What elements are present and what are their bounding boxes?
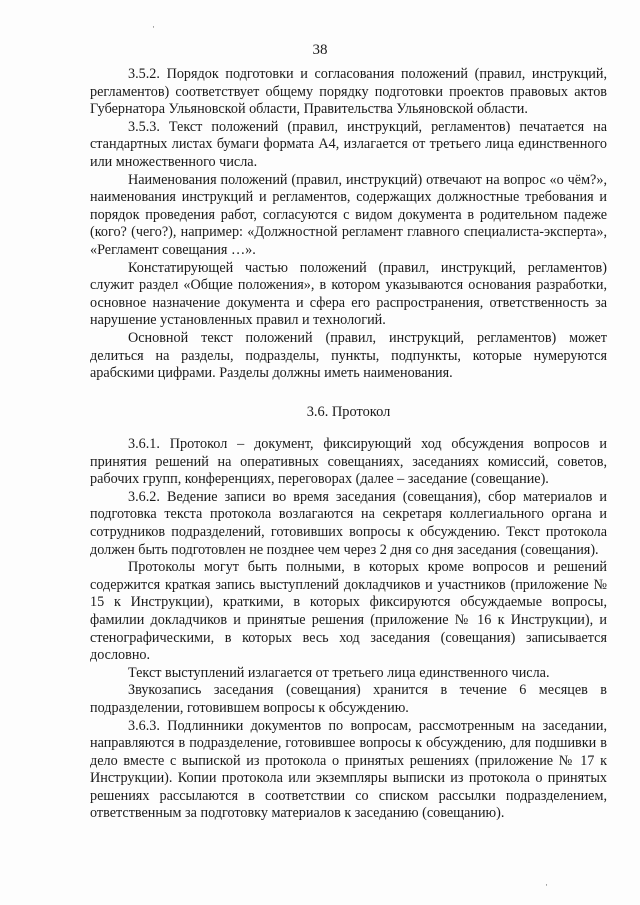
- paragraph-3-6-1: 3.6.1. Протокол – документ, фиксирующий ход обсуждения вопросов и принятия решений на оперативных совещаниях, заседаниях комиссий, советов, рабочих групп, конференциях, переговорах (далее – заседание (совещание).: [90, 436, 607, 488]
- paragraph-protocol-types: Протоколы могут быть полными, в которых кроме вопросов и решений содержится краткая запись выступлений докладчиков и участников (приложение № 15 к Инструкции), краткими, в которых фиксируются обсуждаемые вопросы, фамилии докладчиков и принятые решения (приложение № 16 к Инструкции), и стенографическими, в которых весь ход заседания (совещания) записывается дословно.: [90, 559, 607, 664]
- page-number: 38: [312, 42, 328, 58]
- paragraph-3-5-2: 3.5.2. Порядок подготовки и согласования положений (правил, инструкций, регламентов) соответствует общему порядку подготовки проектов правовых актов Губернатора Ульяновской области, Правительства Ульяновской области.: [90, 66, 607, 118]
- paragraph-audio-record: Звукозапись заседания (совещания) хранится в течение 6 месяцев в подразделении, готовившем вопросы к обсуждению.: [90, 682, 607, 716]
- section-3-6-text: [90, 436, 607, 823]
- section-heading-protocol: 3.6. Протокол: [306, 404, 391, 420]
- scan-speck: ·: [545, 880, 548, 890]
- paragraph-3-5-3: 3.5.3. Текст положений (правил, инструкций, регламентов) печатается на стандартных листах бумаги формата А4, излагается от третьего лица единственного или множественного числа.: [90, 118, 607, 170]
- paragraph-general-provisions: Констатирующей частью положений (правил, инструкций, регламентов) служит раздел «Общие положения», в котором указываются основания разработки, основное назначение документа и сфера его распространения, ответственность за нарушение установленных правил и технологий.: [90, 259, 607, 329]
- paragraph-speech-text: Текст выступлений излагается от третьего лица единственного числа.: [128, 664, 550, 681]
- scan-speck: ·: [152, 22, 155, 32]
- paragraph-titles: Наименования положений (правил, инструкций) отвечают на вопрос «о чём?», наименования инструкций и регламентов, содержащих должностные требования и порядок проведения работ, согласуются с видом документа в родительном падеже (кого? (чего?), например: «Должностной регламент главного специалиста-эксперта», «Регламент совещания …».: [90, 171, 607, 258]
- paragraph-main-text: Основной текст положений (правил, инструкций, регламентов) может делиться на разделы, подразделы, пункты, подпункты, которые нумеруются арабскими цифрами. Разделы должны иметь наименования.: [90, 329, 607, 382]
- section-3-5-text: [90, 66, 607, 383]
- paragraph-3-6-2: 3.6.2. Ведение записи во время заседания (совещания), сбор материалов и подготовка текста протокола возлагаются на секретаря коллегиального органа и сотрудников подразделений, готовивших вопросы к обсуждению. Текст протокола должен быть подготовлен не позднее чем через 2 дня со дня заседания (совещания).: [90, 488, 607, 558]
- paragraph-3-6-3: 3.6.3. Подлинники документов по вопросам, рассмотренным на заседании, направляются в подразделение, готовившее вопросы к обсуждению, для подшивки в дело вместе с выпиской из протокола о принятых решениях (приложение № 17 к Инструкции). Копии протокола или экземпляры выписки из протокола о принятых решениях рассылаются в соответствии со списком рассылки подразделением, ответственным за подготовку материалов к заседанию (совещанию).: [90, 717, 607, 822]
